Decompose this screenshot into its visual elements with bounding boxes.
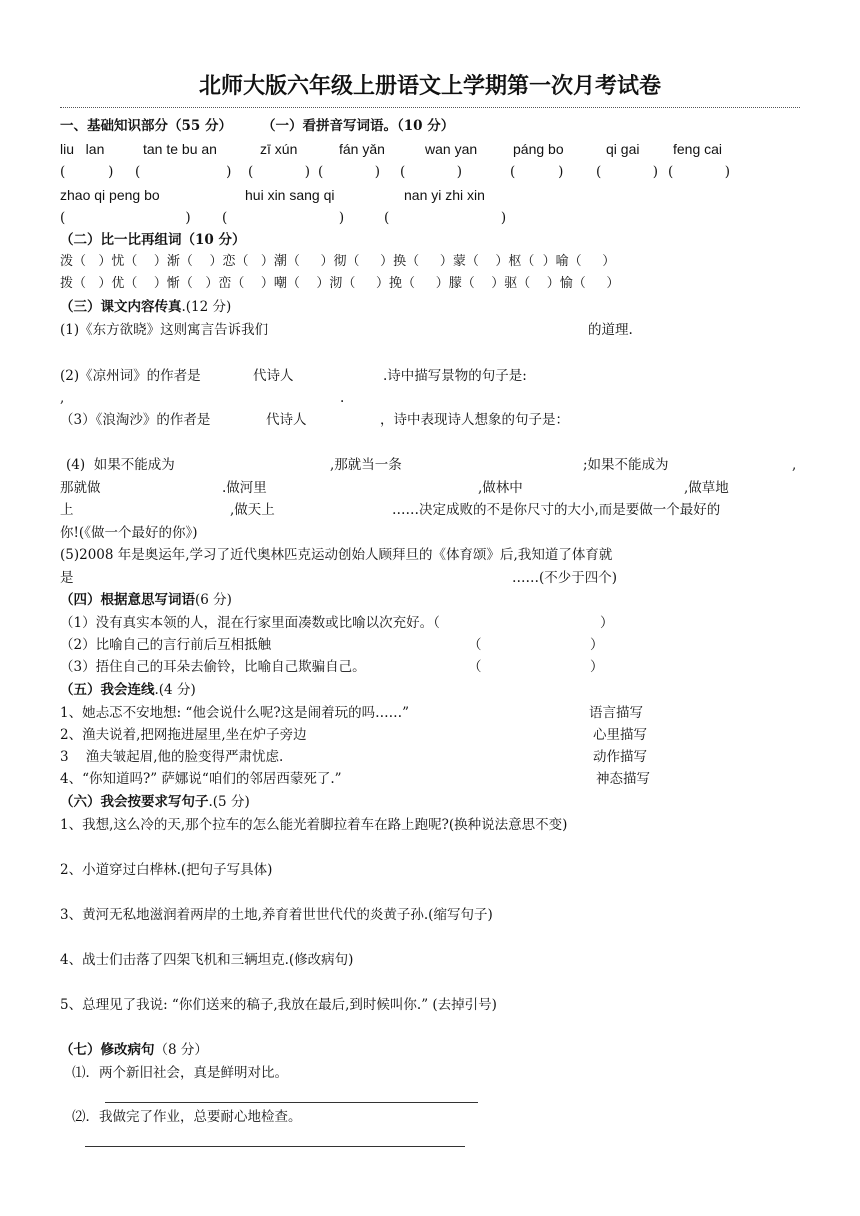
q3-4-g: ,做林中 (478, 480, 523, 496)
q6-3: 3、黄河无私地滋润着两岸的土地,养育着世世代代的炎黄子孙.(缩写句子) (60, 907, 493, 923)
q3-4-a: (4) 如果不能成为 (66, 457, 175, 473)
pinyin-2: tan te bu an (143, 141, 217, 157)
section6-header: （六）我会按要求写句子 (60, 794, 209, 810)
match-left-2: 2、渔夫说着,把网拖进屋里,坐在炉子旁边 (60, 727, 307, 743)
section5-header: （五）我会连线 (60, 682, 155, 698)
q4-3-text: （3）捂住自己的耳朵去偷铃，比喻自己欺骗自己。 (60, 659, 366, 675)
q3-3-end: ，诗中表现诗人想象的句子是： (380, 412, 569, 428)
q3-4-c: ;如果不能成为 (583, 457, 669, 473)
q4-1-close: ） (600, 615, 614, 631)
q3-1-end: 的道理. (588, 322, 633, 338)
answer-paren-11[interactable]: ( ) (384, 210, 507, 226)
q3-4-b: ,那就当一条 (330, 457, 402, 473)
q3-3-mid: 代诗人 (266, 412, 307, 428)
answer-paren-9[interactable]: ( ) (60, 210, 191, 226)
page-title: 北师大版六年级上册语文上学期第一次月考试卷 (198, 73, 661, 99)
match-right-2: 心里描写 (593, 727, 647, 743)
q3-4-d: , (792, 457, 797, 473)
answer-paren-5[interactable]: ( ) (400, 164, 463, 180)
q3-5-c: ……(不少于四个) (512, 570, 618, 586)
pinyin-5: wan yan (425, 141, 478, 157)
q3-4-f: .做河里 (222, 480, 267, 496)
pinyin-11: nan yi zhi xin (404, 187, 485, 203)
section7-header-line (60, 1042, 208, 1058)
pinyin-3: zī xún (260, 141, 298, 157)
section7-score: （8 分） (154, 1042, 208, 1058)
q6-4: 4、战士们击落了四架飞机和三辆坦克.(修改病句) (60, 952, 354, 968)
section6-score: .(5 分) (208, 794, 250, 810)
section7-header: （七）修改病句 (60, 1042, 155, 1058)
answer-paren-10[interactable]: ( ) (222, 210, 345, 226)
section1-sub1: （一）看拼音写词语。（10 分） (262, 118, 455, 134)
q7-2: ⑵．我做完了作业，总要耐心地检查。 (72, 1109, 302, 1125)
answer-paren-4[interactable]: ( ) (318, 164, 381, 180)
match-left-3: 3 渔夫皱起眉,他的脸变得严肃忧虑. (60, 749, 284, 765)
pinyin-1: liu lan (60, 141, 105, 157)
q4-2-close: ） (590, 637, 604, 653)
q3-4-l: 你!(《做一个最好的你》) (60, 525, 198, 541)
q3-5-b: 是 (60, 570, 74, 586)
answer-paren-3[interactable]: ( ) (248, 164, 311, 180)
match-right-3: 动作描写 (593, 749, 647, 765)
section4-header: （四）根据意思写词语 (60, 592, 195, 608)
q6-2: 2、小道穿过白桦林.(把句子写具体) (60, 862, 273, 878)
match-left-4: 4、“你知道吗?” 萨娜说“咱们的邻居西蒙死了.” (60, 771, 342, 787)
answer-paren-7[interactable]: ( ) (596, 164, 659, 180)
q3-4-i: 上 (60, 502, 74, 518)
answer-line-2[interactable] (85, 1146, 465, 1147)
match-right-4: 神态描写 (596, 771, 650, 787)
q3-2-mid: 代诗人 (253, 368, 294, 384)
q6-1: 1、我想,这么冷的天,那个拉车的怎么能光着脚拉着车在路上跑呢?(换种说法意思不变) (60, 817, 568, 833)
q7-1: ⑴．两个新旧社会，真是鲜明对比。 (72, 1065, 288, 1081)
pinyin-4: fán yǎn (339, 141, 385, 157)
q3-2-comma: , (60, 390, 65, 406)
section4-score: (6 分) (195, 592, 232, 608)
section5-score: .(4 分) (154, 682, 196, 698)
answer-paren-6[interactable]: ( ) (510, 164, 564, 180)
answer-paren-2[interactable]: ( ) (135, 164, 232, 180)
q3-2-end: .诗中描写景物的句子是: (383, 368, 527, 384)
q3-4-e: 那就做 (60, 480, 101, 496)
answer-paren-1[interactable]: ( ) (60, 164, 114, 180)
compare-row-1: 泼（ ）忧（ ）渐（ ）恋（ ）潮（ ）彻（ ）换（ ）蒙（ ）枢（ ）喻（ ） (60, 254, 616, 269)
q3-3-text: （3）《浪淘沙》的作者是 (60, 412, 211, 428)
pinyin-8: feng cai (673, 141, 723, 157)
section6-header-line (60, 794, 250, 810)
q3-4-h: ,做草地 (684, 480, 729, 496)
q4-2-text: （2）比喻自己的言行前后互相抵触 (60, 637, 272, 653)
section3-score: .(12 分) (181, 299, 232, 315)
section3-header-line (60, 299, 231, 315)
q6-5: 5、总理见了我说: “你们送来的稿子,我放在最后,到时候叫你.” (去掉引号) (60, 997, 497, 1013)
pinyin-9: zhao qi peng bo (60, 187, 160, 203)
match-right-1: 语言描写 (589, 705, 643, 721)
match-left-1: 1、她忐忑不安地想: “他会说什么呢?这是闹着玩的吗……” (60, 705, 409, 721)
q3-5-a: (5)2008 年是奥运年,学习了近代奥林匹克运动创始人顾拜旦的《体育颂》后,我知道了体育就 (60, 547, 613, 563)
section2-header: （二）比一比再组词（10 分） (60, 232, 246, 248)
q3-1-text: (1)《东方欲晓》这则寓言告诉我们 (60, 322, 269, 338)
q3-4-k: ……决定成败的不是你尺寸的大小,而是要做一个最好的 (392, 502, 721, 518)
section5-header-line (60, 682, 196, 698)
pinyin-6: páng bo (513, 141, 564, 157)
compare-row-2: 拨（ ）优（ ）惭（ ）峦（ ）嘲（ ）沏（ ）挽（ ）朦（ ）驱（ ）愉（ ） (60, 276, 620, 291)
pinyin-7: qi gai (606, 141, 640, 157)
section1-header: 一、基础知识部分（55 分） (60, 118, 232, 134)
title-divider (60, 107, 800, 108)
q3-4-j: ,做天上 (230, 502, 275, 518)
answer-paren-8[interactable]: ( ) (668, 164, 731, 180)
q4-1-text: （1）没有真实本领的人，混在行家里面凑数或比喻以次充好。（ (60, 615, 440, 631)
section4-header-line (60, 592, 232, 608)
pinyin-10: hui xin sang qi (245, 187, 335, 203)
answer-line-1[interactable] (105, 1102, 478, 1103)
q3-2-period: . (340, 390, 345, 406)
q4-3-open: （ (468, 659, 482, 675)
q4-3-close: ） (590, 659, 604, 675)
q3-2-text: (2)《凉州词》的作者是 (60, 368, 201, 384)
q4-2-open: （ (468, 637, 482, 653)
section3-header: （三）课文内容传真 (60, 299, 182, 315)
